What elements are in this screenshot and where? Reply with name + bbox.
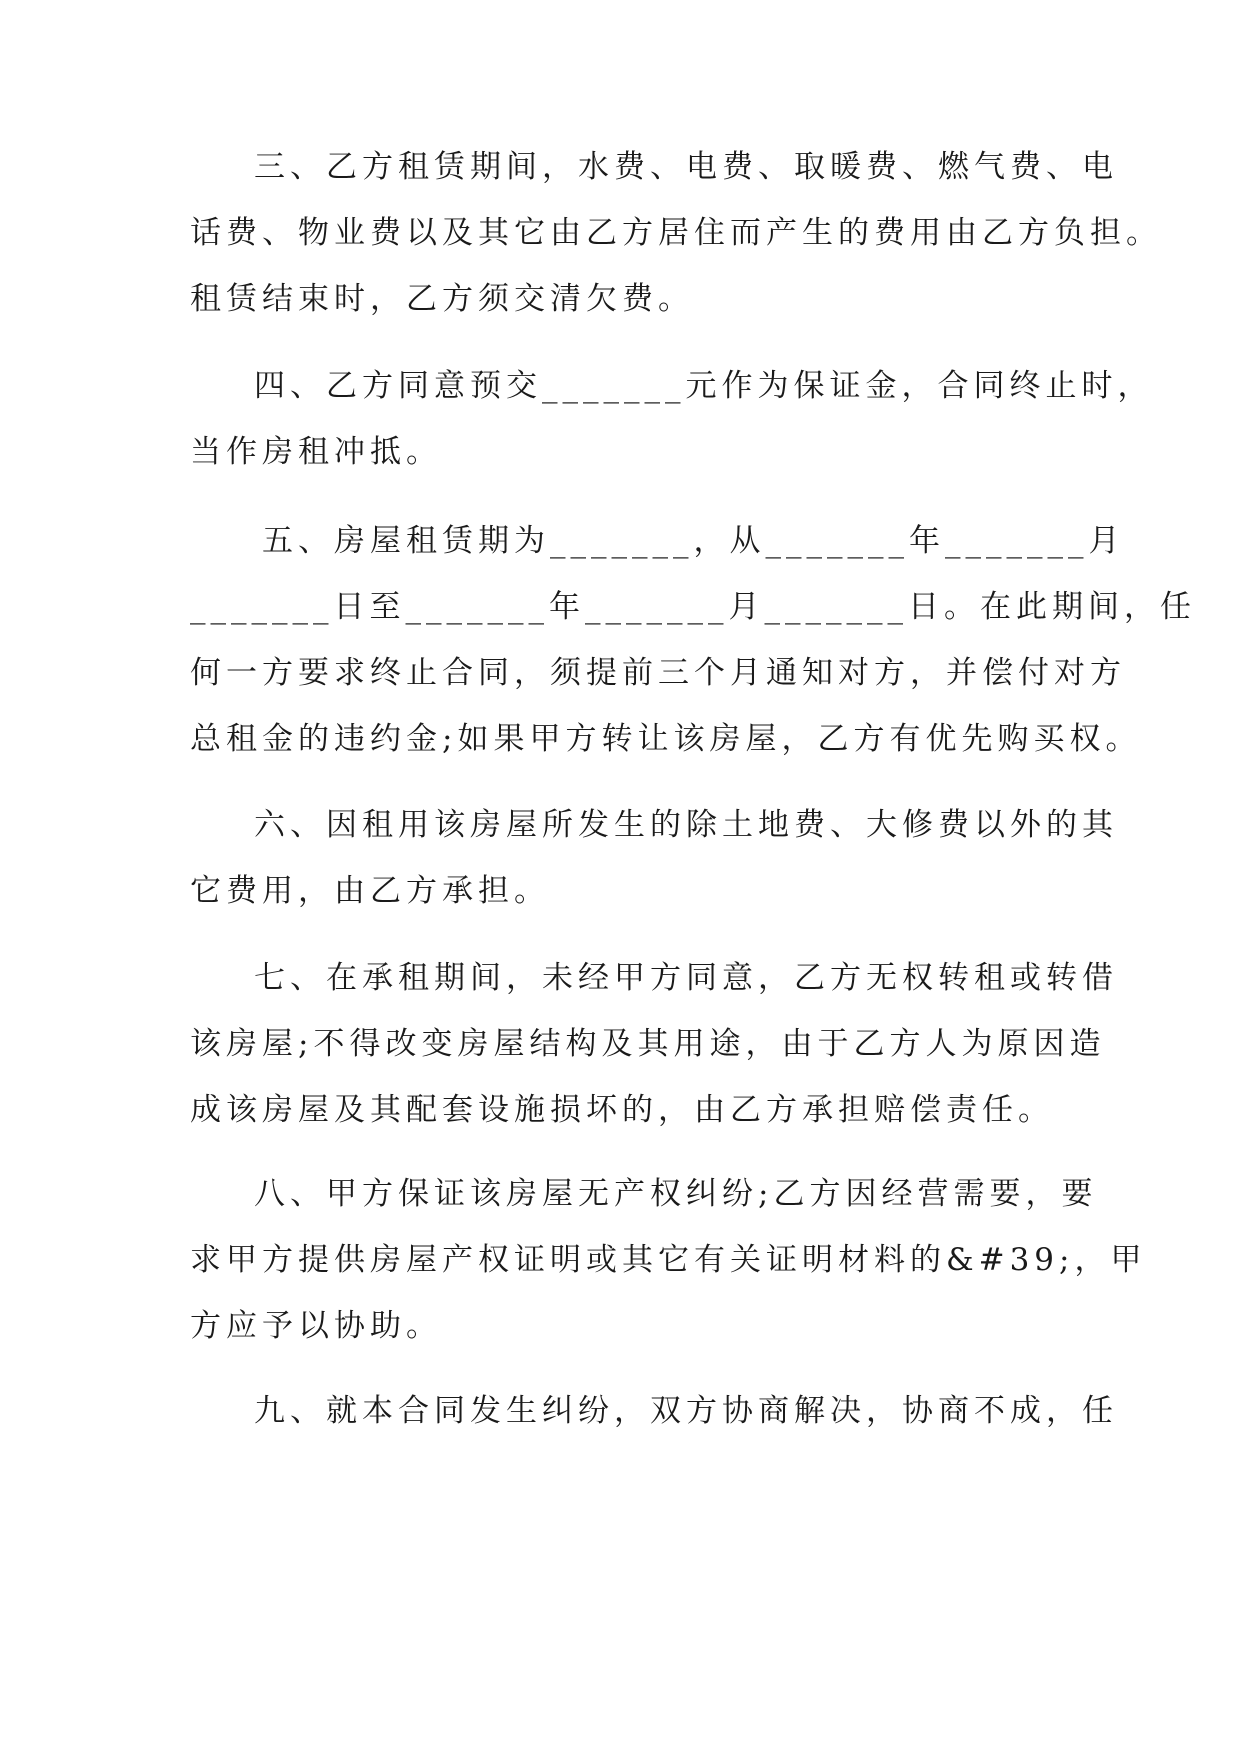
clause-line: _______日至_______年_______月_______日。在此期间，任 [190, 589, 1196, 625]
clause-line: 六、因租用该房屋所发生的除土地费、大修费以外的其 [254, 807, 1118, 843]
clause-line: 何一方要求终止合同，须提前三个月通知对方，并偿付对方 [190, 655, 1126, 691]
clause-line: 该房屋;不得改变房屋结构及其用途，由于乙方人为原因造 [190, 1026, 1106, 1062]
clause-line: 总租金的违约金;如果甲方转让该房屋，乙方有优先购买权。 [190, 721, 1142, 757]
clause-3 [190, 134, 1162, 332]
clause-5 [190, 508, 1196, 772]
clause-line: 五、房屋租赁期为_______，从_______年_______月 [262, 523, 1125, 559]
clause-line: 求甲方提供房屋产权证明或其它有关证明材料的&#39;，甲 [190, 1242, 1147, 1278]
clause-9 [190, 1378, 1118, 1444]
clause-line: 三、乙方租赁期间，水费、电费、取暖费、燃气费、电 [254, 149, 1118, 185]
clause-6 [190, 792, 1118, 924]
clause-line: 租赁结束时，乙方须交清欠费。 [190, 281, 694, 317]
clause-line: 方应予以协助。 [190, 1308, 442, 1344]
clause-line: 成该房屋及其配套设施损坏的，由乙方承担赔偿责任。 [190, 1092, 1054, 1128]
clause-7 [190, 945, 1118, 1143]
clause-line: 八、甲方保证该房屋无产权纠纷;乙方因经营需要，要 [254, 1176, 1098, 1212]
clause-line: 话费、物业费以及其它由乙方居住而产生的费用由乙方负担。 [190, 215, 1162, 251]
clause-line: 四、乙方同意预交_______元作为保证金，合同终止时， [254, 368, 1154, 404]
clause-line: 它费用，由乙方承担。 [190, 873, 550, 909]
clause-line: 当作房租冲抵。 [190, 434, 442, 470]
clause-4 [190, 353, 1154, 485]
clause-line: 九、就本合同发生纠纷，双方协商解决，协商不成，任 [254, 1393, 1118, 1429]
clause-8 [190, 1161, 1147, 1359]
clause-line: 七、在承租期间，未经甲方同意，乙方无权转租或转借 [254, 960, 1118, 996]
